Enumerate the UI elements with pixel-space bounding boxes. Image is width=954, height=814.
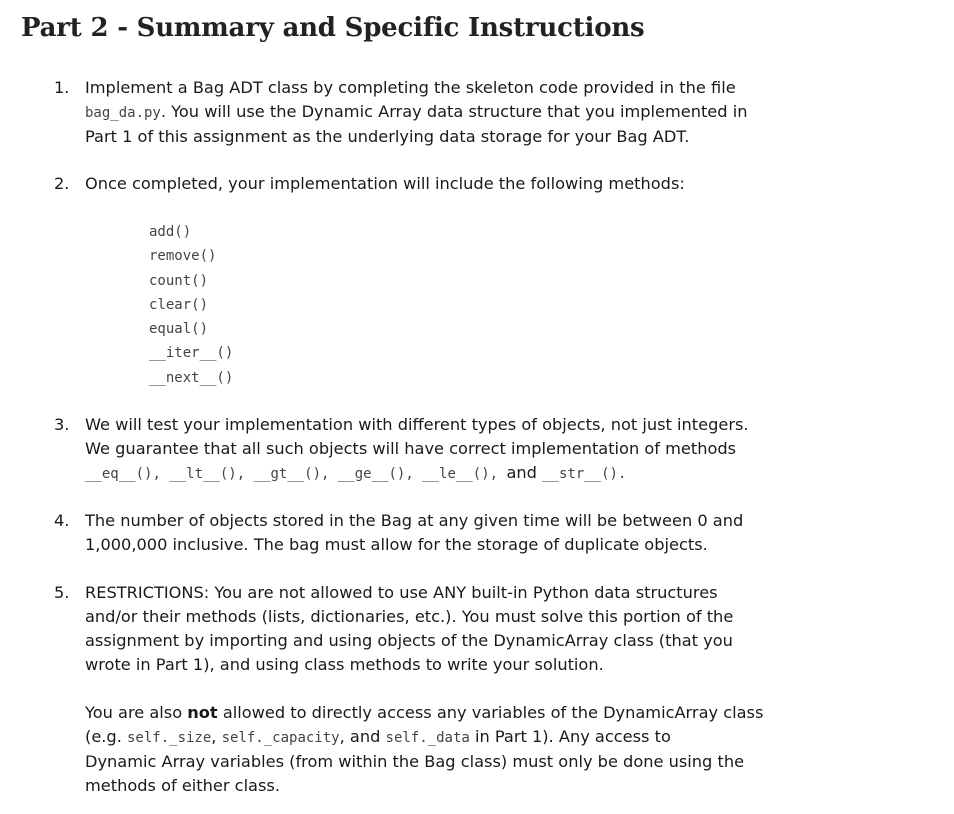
method-list-item: __next__()	[149, 369, 234, 386]
item-body	[85, 581, 925, 798]
dunder-methods-line: __eq__(), __lt__(), __gt__(), __ge__(), __le__(), and __str__().	[85, 463, 627, 482]
item-text-line: The number of objects stored in the Bag at any given time will be between 0 and	[85, 511, 744, 530]
item-text-line	[85, 100, 925, 125]
variable-code: self._size	[127, 730, 212, 746]
item-body	[85, 413, 925, 486]
dunder-code: __lt__()	[169, 466, 237, 482]
method-list-item: add()	[149, 224, 192, 240]
method-list-item: clear()	[149, 296, 209, 313]
item-body	[85, 509, 925, 557]
item-text-span: , and	[339, 727, 386, 746]
item-text-line: We guarantee that all such objects will have correct implementation of methods	[85, 439, 737, 458]
item-text-line: Dynamic Array variables (from within the Bag class) must only be done using the	[85, 752, 745, 771]
item-text-line: methods of either class.	[85, 776, 280, 795]
method-list-item: __iter__()	[149, 345, 234, 362]
item-text-span: allowed to directly access any variables of the DynamicArray class	[217, 703, 764, 722]
item-number: 4.	[54, 511, 70, 530]
filename-code: bag_da.py	[85, 105, 161, 121]
item-text-line: Part 1 of this assignment as the underlying data storage for your Bag ADT.	[85, 127, 690, 146]
page-title: Part 2 - Summary and Specific Instructions	[21, 13, 645, 43]
and-word: and	[506, 463, 537, 482]
dunder-code: __le__()	[422, 466, 490, 482]
item-text-span: (e.g.	[85, 727, 127, 746]
dunder-code: __gt__()	[253, 466, 322, 482]
item-text-line: assignment by importing and using objects of the DynamicArray class (that you	[85, 631, 733, 650]
dunder-code: __ge__()	[337, 466, 406, 482]
item-body	[85, 172, 925, 196]
item-text-line: We will test your implementation with different types of objects, not just integers.	[85, 415, 749, 434]
item-text-line	[85, 701, 925, 725]
method-list-item: equal()	[149, 321, 209, 338]
item-number: 2.	[54, 174, 70, 193]
item-text-line	[85, 725, 925, 750]
item-text-line: RESTRICTIONS: You are not allowed to use ANY built-in Python data structures	[85, 583, 718, 602]
variable-code: self._data	[385, 730, 470, 746]
method-list	[149, 220, 233, 390]
method-list-item: count()	[149, 272, 209, 289]
item-text-span: ,	[211, 727, 222, 746]
method-list-item: remove()	[149, 248, 217, 265]
item-text-line: Once completed, your implementation will include the following methods:	[85, 174, 685, 193]
item-number: 1.	[54, 78, 70, 97]
dunder-code: __eq__()	[85, 466, 153, 482]
emphasis-not: not	[187, 703, 218, 722]
item-text-line: and/or their methods (lists, dictionaries, etc.). You must solve this portion of the	[85, 607, 734, 626]
item-text-line: 1,000,000 inclusive. The bag must allow for the storage of duplicate objects.	[85, 535, 708, 554]
variable-code: self._capacity	[221, 730, 340, 746]
item-blank-line	[85, 677, 925, 701]
item-text-line: wrote in Part 1), and using class methods to write your solution.	[85, 655, 604, 674]
item-text-span: You are also	[85, 703, 188, 722]
item-number: 3.	[54, 415, 70, 434]
item-text-span: . You will use the Dynamic Array data structure that you implemented in	[160, 102, 748, 121]
item-body	[85, 76, 925, 149]
dunder-code: __str__()	[542, 466, 618, 482]
item-number: 5.	[54, 583, 70, 602]
item-text-line: Implement a Bag ADT class by completing the skeleton code provided in the file	[85, 78, 736, 97]
item-text-span: in Part 1). Any access to	[469, 727, 671, 746]
